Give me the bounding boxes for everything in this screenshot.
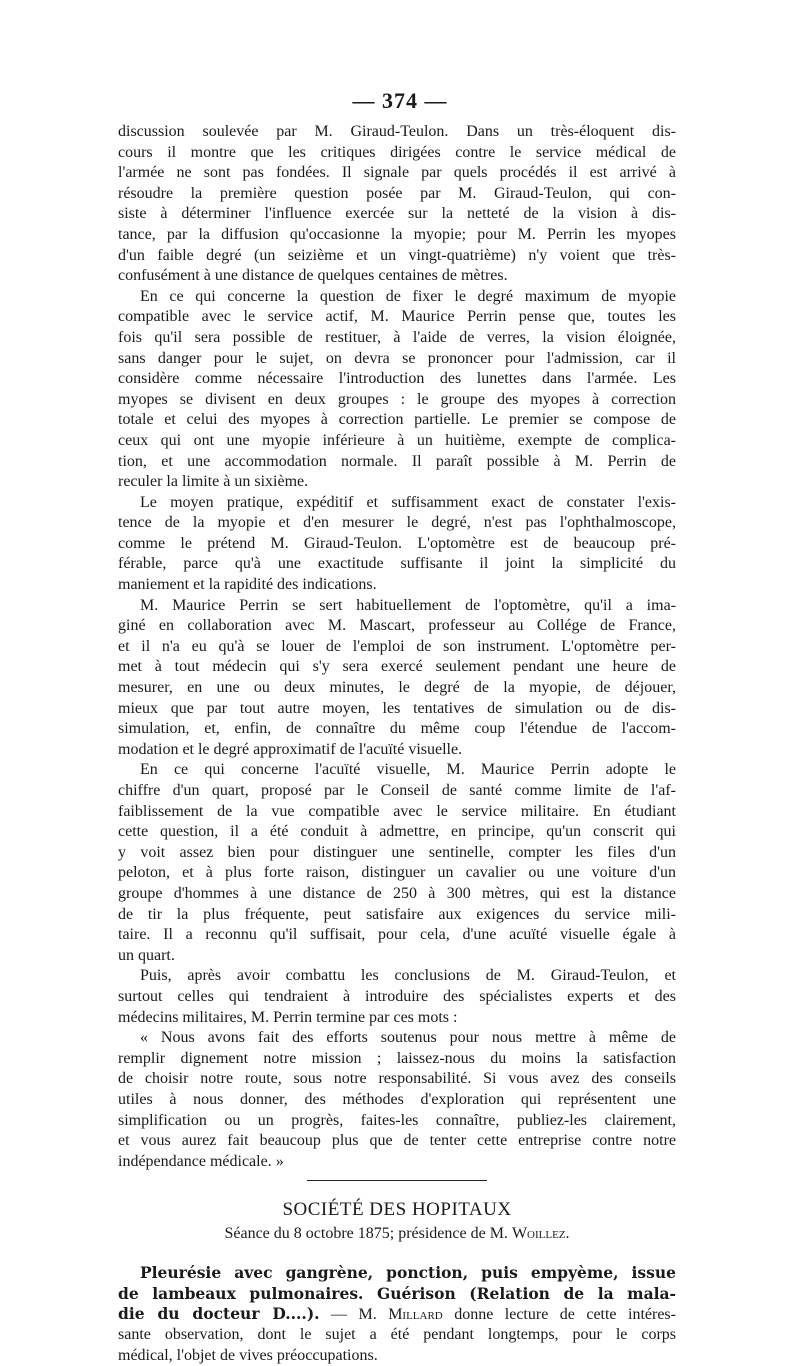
text-line: l'armée ne sont pas fondées. Il signale par quels procédés il est arrivé à <box>118 164 676 182</box>
final-paragraph <box>118 1263 676 1366</box>
text-line: maniement et la rapidité des indications. <box>118 576 377 594</box>
text-line: médical, l'objet de vives préoccupations. <box>118 1346 378 1364</box>
paragraph <box>118 966 676 1028</box>
paragraph <box>118 1028 676 1172</box>
text-line: Le moyen pratique, expéditif et suffisamment exact de constater l'exis- <box>140 493 676 511</box>
page-body <box>118 122 676 1366</box>
seance-suffix: . <box>565 1225 570 1243</box>
text-line: et vous aurez fait beaucoup plus que de tenter cette entreprise contre notre <box>118 1132 676 1150</box>
paragraph <box>118 596 676 761</box>
text-line: giné en collaboration avec M. Mascart, professeur au Collége de France, <box>118 617 676 635</box>
paragraph <box>118 493 676 596</box>
section-heading: SOCIÉTÉ DES HOPITAUX <box>282 1199 512 1221</box>
text-line: mesurer, en une ou deux minutes, le degré de la myopie, de déjouer, <box>118 679 676 697</box>
text-line: de choisir notre route, sous notre responsabilité. Si vous avez des conseils <box>118 1070 676 1088</box>
text-line: de tir la plus fréquente, peut satisfaire aux exigences du service mili- <box>118 905 676 923</box>
text-line: d'un faible degré (un seizième et un vingt-quatrième) n'y voient que très- <box>118 246 676 264</box>
dash-text: — M. <box>319 1306 389 1324</box>
author-name: Millard <box>388 1306 443 1324</box>
text-line: peloton, et à plus forte raison, distinguer un cavalier ou une voiture d'un <box>118 864 676 882</box>
line-rest: donne lecture de cette intéres- <box>442 1306 676 1324</box>
text-line: mieux que par tout autre moyen, les tentatives de simulation ou de dis- <box>118 699 676 717</box>
text-line: fois qu'il sera possible de restituer, à l'aide de verres, la vision éloignée, <box>118 328 676 346</box>
text-line: En ce qui concerne la question de fixer le degré maximum de myopie <box>140 287 676 305</box>
seance-text: Séance du 8 octobre 1875; présidence de M. <box>224 1225 512 1243</box>
text-line: discussion soulevée par M. Giraud-Teulon. Dans un très-éloquent dis- <box>118 123 676 140</box>
text-line: sante observation, dont le sujet a été pendant longtemps, pour le corps <box>118 1326 676 1344</box>
text-line: cours il montre que les critiques dirigées contre le service médical de <box>118 143 676 161</box>
text-line: tion, et une accommodation normale. Il paraît possible à M. Perrin de <box>118 452 676 470</box>
mixed-line <box>118 1304 676 1325</box>
text-line: Puis, après avoir combattu les conclusions de M. Giraud-Teulon, et <box>140 967 676 985</box>
page-number: — 374 — <box>352 88 448 113</box>
text-line: simplification ou un progrès, faites-les connaître, publiez-les clairement, <box>118 1111 676 1129</box>
text-line: M. Maurice Perrin se sert habituellement de l'optomètre, qu'il a ima- <box>140 596 676 614</box>
text-line: et il n'a eu qu'à se louer de l'emploi de son instrument. L'optomètre per- <box>118 637 676 655</box>
text-line: faiblissement de la vue compatible avec le service militaire. En étudiant <box>118 802 676 820</box>
text-line: un quart. <box>118 946 175 964</box>
text-line: considère comme nécessaire l'introduction des lunettes dans l'armée. Les <box>118 370 676 388</box>
paragraph <box>118 760 676 966</box>
paragraph <box>118 122 676 287</box>
text-line: En ce qui concerne l'acuïté visuelle, M. Maurice Perrin adopte le <box>140 761 676 779</box>
text-line: médecins militaires, M. Perrin termine par ces mots : <box>118 1008 458 1026</box>
paragraphs <box>118 122 676 1172</box>
text-line: tance, par la diffusion qu'occasionne la myopie; pour M. Perrin les myopes <box>118 225 676 243</box>
text-line: y voit assez bien pour distinguer une sentinelle, compter les files d'un <box>118 843 676 861</box>
text-line: surtout celles qui tendraient à introduire des spécialistes experts et des <box>118 987 676 1005</box>
text-line: met à tout médecin qui s'y sera exercé seulement pendant une heure de <box>118 658 676 676</box>
text-line: indépendance médicale. » <box>118 1152 284 1170</box>
bold-title-line: Pleurésie avec gangrène, ponction, puis empyème, issue <box>140 1263 676 1283</box>
seance-line <box>118 1225 676 1243</box>
text-line: taire. Il a reconnu qu'il suffisait, pour cela, d'une acuïté visuelle égale à <box>118 926 676 944</box>
text-line: férable, parce qu'à une exactitude suffisante il joint la simplicité du <box>118 555 676 573</box>
text-line: siste à déterminer l'influence exercée sur la netteté de la vision à dis- <box>118 205 676 223</box>
text-line: modation et le degré approximatif de l'acuïté visuelle. <box>118 740 463 758</box>
text-line: « Nous avons fait des efforts soutenus pour nous mettre à même de <box>140 1029 676 1047</box>
text-line: ceux qui ont une myopie inférieure à un huitième, exempte de complica- <box>118 431 676 449</box>
text-line: groupe d'hommes à une distance de 250 à 300 mètres, qui est la distance <box>118 884 676 902</box>
text-line: sans danger pour le sujet, on devra se prononcer pour l'admission, car il <box>118 349 676 367</box>
text-line: résoudre la première question posée par M. Giraud-Teulon, qui con- <box>118 184 676 202</box>
text-line: compatible avec le service actif, M. Maurice Perrin pense que, toutes les <box>118 308 676 326</box>
paragraph <box>118 287 676 493</box>
text-line: totale et celui des myopes à correction partielle. Le premier se compose de <box>118 411 676 429</box>
bold-title-end: die du docteur D....). <box>118 1304 320 1324</box>
president-name: Woillez <box>511 1225 566 1243</box>
text-line: tence de la myopie et d'en mesurer le degré, n'est pas l'ophthalmoscope, <box>118 514 676 532</box>
bold-title-line: de lambeaux pulmonaires. Guérison (Relation de la mala- <box>118 1283 676 1303</box>
text-line: reculer la limite à un sixième. <box>118 473 309 491</box>
section-separator <box>307 1180 487 1181</box>
text-line: confusément à une distance de quelques centaines de mètres. <box>118 267 508 285</box>
text-line: simulation, et, enfin, de connaître du même coup l'étendue de l'accom- <box>118 720 676 738</box>
text-line: utiles à nous donner, des méthodes d'exploration qui représentent une <box>118 1090 676 1108</box>
text-line: comme le prétend M. Giraud-Teulon. L'optomètre est de beaucoup pré- <box>118 534 676 552</box>
text-line: chiffre d'un quart, proposé par le Conseil de santé comme limite de l'af- <box>118 782 676 799</box>
text-line: remplir dignement notre mission ; laissez-nous du moins la satisfaction <box>118 1049 676 1067</box>
text-line: cette question, il a été conduit à admettre, en principe, qu'un conscrit qui <box>118 823 676 841</box>
text-line: myopes se divisent en deux groupes : le groupe des myopes à correction <box>118 390 676 408</box>
